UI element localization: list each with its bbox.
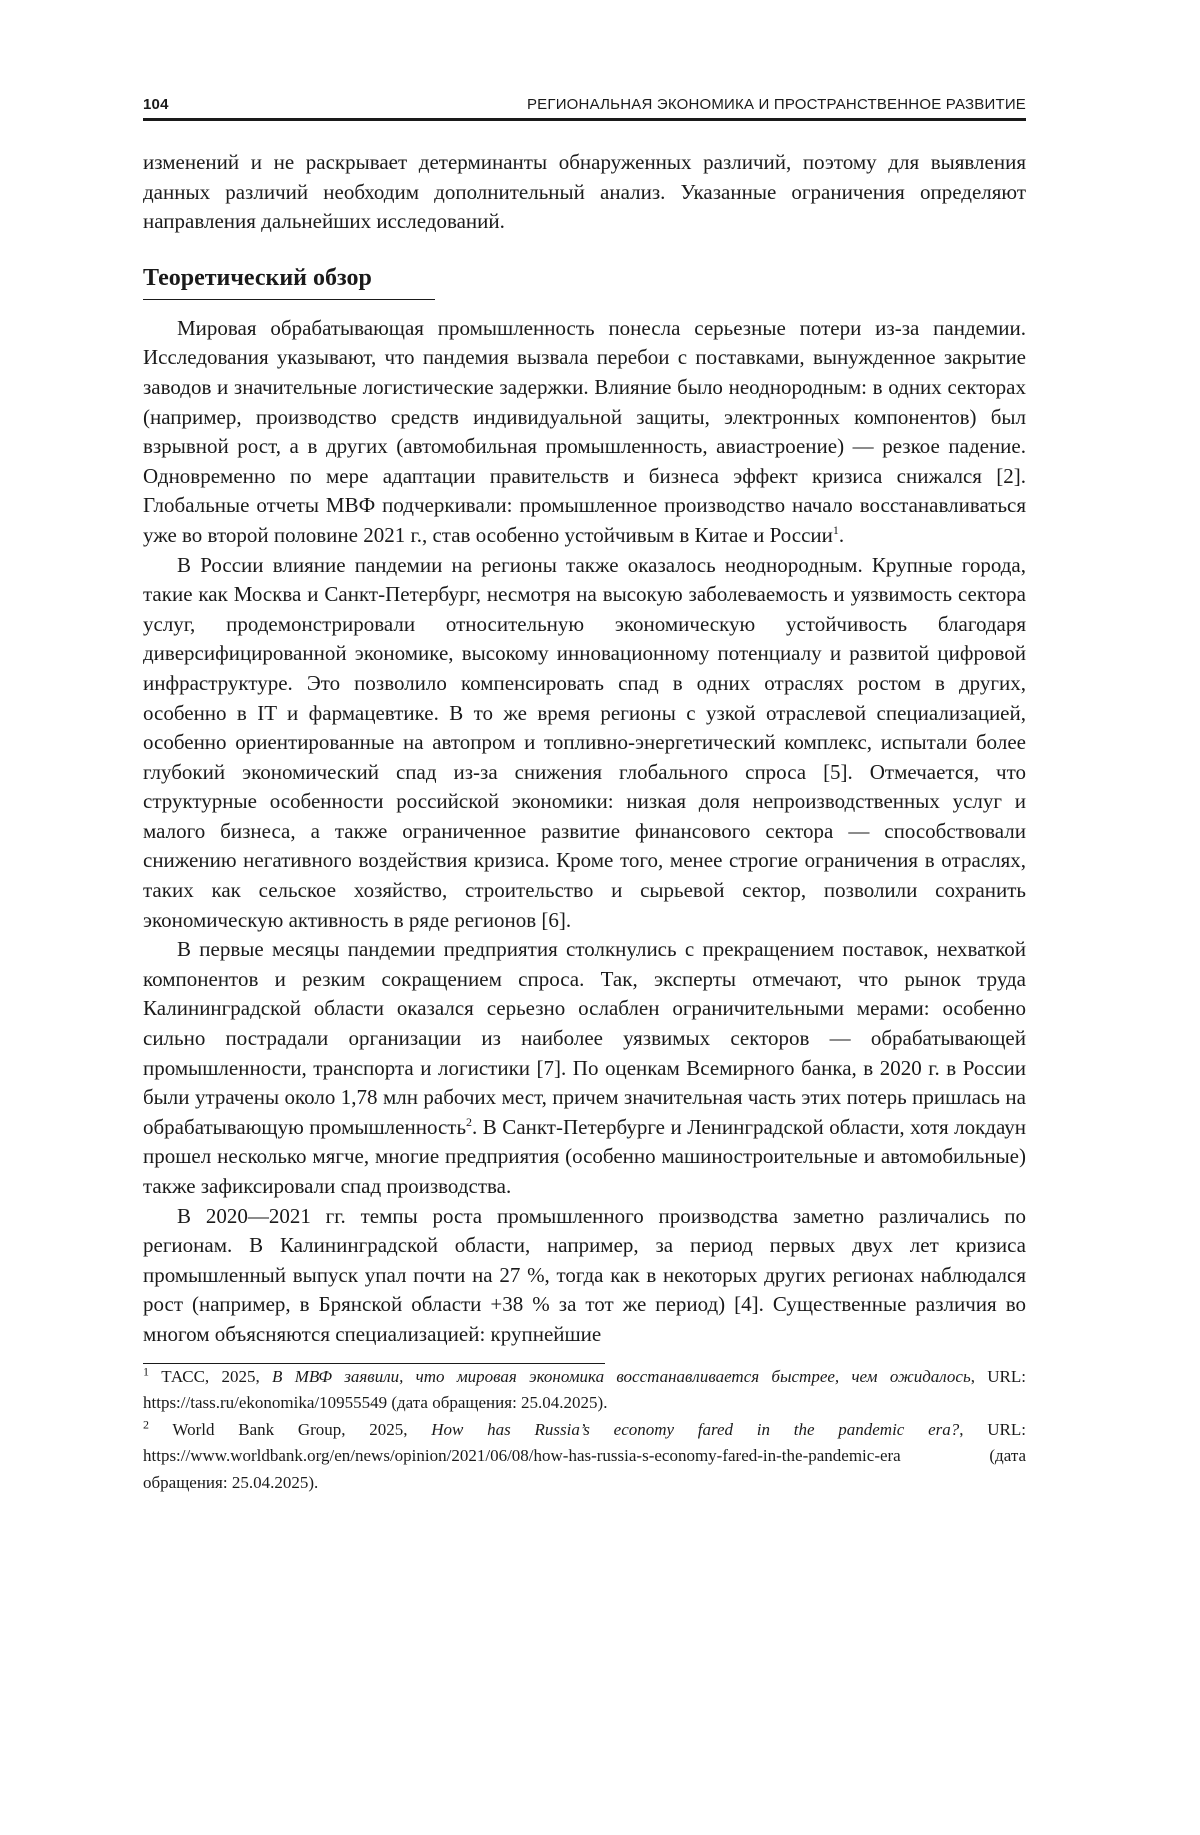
footnote-source: ТАСС, 2025, [149,1367,272,1386]
footnote-mark: 1 [143,1364,149,1378]
page [143,96,1026,1496]
paragraph-1-text: Мировая обрабатывающая промышленность понесла серьезные потери из-за пандемии. Исследования указывают, что пандемия вызвала перебои с поставками, вынужденное закрытие заводов и значительные логистические задержки. Влияние было неоднородным: в одних секторах (например, производство средств индивидуальной защиты, электронных компонентов) был взрывной рост, а в других (автомобильная промышленность, авиастроение) — резкое падение. Одновременно по мере адаптации правительств и бизнеса эффект кризиса снижался [2]. Глобальные отчеты МВФ подчеркивали: промышленное производство начало восстанавливаться уже во второй половине 2021 г., став особенно устойчивым в Китае и России [143,316,1026,547]
running-header [143,96,1026,121]
paragraph-3 [143,935,1026,1201]
footnote-title: How has Russia’s economy fared in the pandemic era? [431,1420,959,1439]
paragraph-4: В 2020—2021 гг. темпы роста промышленного производства заметно различались по регионам. В Калининградской области, например, за период первых двух лет кризиса промышленный выпуск упал почти на 27 %, тогда как в некоторых других регионах наблюдался рост (например, в Брянской области +38 % за тот же период) [4]. Существенные различия во многом объясняются специализацией: крупнейшие [143,1202,1026,1350]
footnote-url[interactable]: , URL: https://tass.ru/ekonomika/10955549 (дата обращения: 25.04.2025). [143,1367,1026,1413]
footnote-1 [143,1364,1026,1417]
paragraph-1 [143,314,1026,551]
footnote-title: В МВФ заявили, что мировая экономика восстанавливается быстрее, чем ожидалось [272,1367,971,1386]
footnote-ref-1[interactable]: 1 [833,523,839,537]
paragraph-2: В России влияние пандемии на регионы также оказалось неоднородным. Крупные города, такие как Москва и Санкт-Петербург, несмотря на высокую заболеваемость и уязвимость сектора услуг, продемонстрировали относительную экономическую устойчивость благодаря диверсифицированной экономике, высокому инновационному потенциалу и развитой цифровой инфраструктуре. Это позволило компенсировать спад в одних отраслях ростом в других, особенно в IT и фармацевтике. В то же время регионы с узкой отраслевой специализацией, особенно ориентированные на автопром и топливно-энергетический комплекс, испытали более глубокий экономический спад из-за снижения глобального спроса [5]. Отмечается, что структурные особенности российской экономики: низкая доля непроизводственных услуг и малого бизнеса, а также ограниченное развитие финансового сектора — способствовали снижению негативного воздействия кризиса. Кроме того, менее строгие ограничения в отраслях, таких как сельское хозяйство, строительство и сырьевой сектор, позволили сохранить экономическую активность в ряде регионов [6]. [143,551,1026,936]
footnote-2 [143,1417,1026,1497]
footnote-source: World Bank Group, 2025, [149,1420,431,1439]
paragraph-3-text-b: . В Санкт-Петербурге и Ленинградской области, хотя локдаун прошел несколько мягче, многие предприятия (особенно машиностроительные и автомобильные) также зафиксировали спад производства. [143,1115,1026,1198]
footnote-url[interactable]: , URL: https://www.worldbank.org/en/news/opinion/2021/06/08/how-has-russia-s-economy-fared-in-the-pandemic-era (дата обращения: 25.04.2025). [143,1420,1026,1492]
footnote-mark: 2 [143,1417,149,1431]
running-title: РЕГИОНАЛЬНАЯ ЭКОНОМИКА И ПРОСТРАНСТВЕННОЕ РАЗВИТИЕ [527,96,1026,113]
paragraph-3-text-a: В первые месяцы пандемии предприятия столкнулись с прекращением поставок, нехваткой компонентов и резким сокращением спроса. Так, эксперты отмечают, что рынок труда Калининградской области оказался серьезно ослаблен ограничительными мерами: особенно сильно пострадали организации из наиболее уязвимых секторов — обрабатывающей промышленности, транспорта и логистики [7]. По оценкам Всемирного банка, в 2020 г. в России были утрачены около 1,78 млн рабочих мест, причем значительная часть этих потерь пришлась на обрабатывающую промышленность [143,937,1026,1139]
intro-paragraph: изменений и не раскрывает детерминанты обнаруженных различий, поэтому для выявления данных различий необходим дополнительный анализ. Указанные ограничения определяют направления дальнейших исследований. [143,148,1026,237]
page-number: 104 [143,96,169,113]
footnote-ref-2[interactable]: 2 [466,1115,472,1129]
section-heading: Теоретический обзор [143,265,435,300]
paragraph-1-end: . [839,523,844,547]
